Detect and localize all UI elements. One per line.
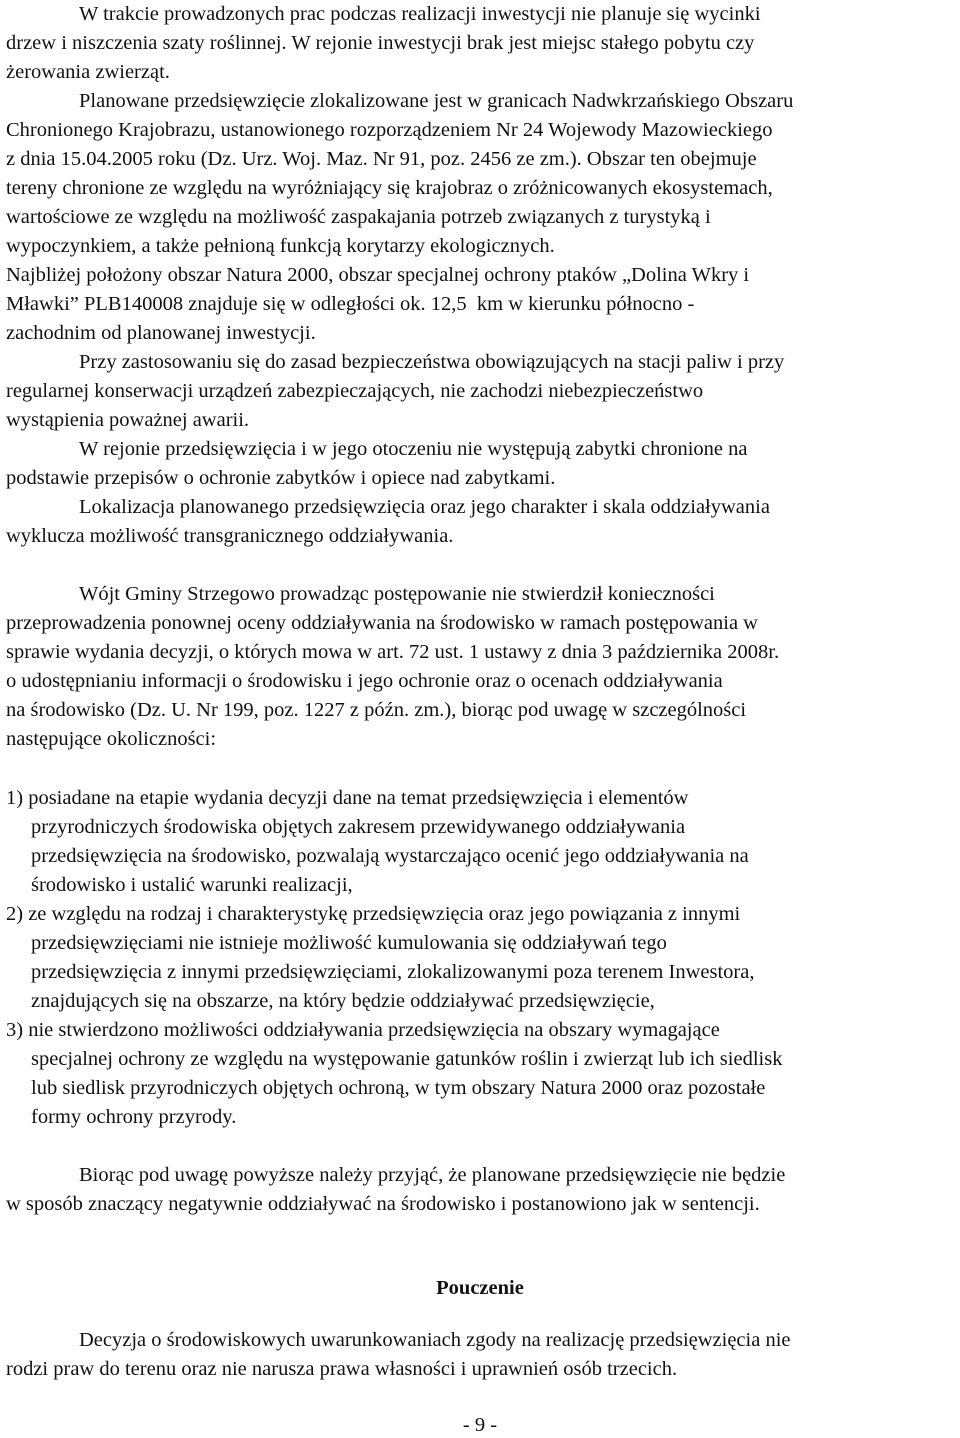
- text-line: rodzi praw do terenu oraz nie narusza prawa własności i uprawnień osób trzecich.: [6, 1358, 678, 1380]
- text-line: sprawie wydania decyzji, o których mowa w art. 72 ust. 1 ustawy z dnia 3 października 2008r.: [6, 641, 780, 663]
- text-line: w sposób znaczący negatywnie oddziaływać na środowisko i postanowiono jak w sentencji.: [6, 1193, 760, 1215]
- text-line: przedsięwzięcia z innymi przedsięwzięciami, zlokalizowanymi poza terenem Inwestora,: [31, 961, 755, 983]
- text-line: przedsięwzięciami nie istnieje możliwość kumulowania się oddziaływań tego: [31, 932, 667, 954]
- text-line: lub siedlisk przyrodniczych objętych ochroną, w tym obszary Natura 2000 oraz pozostałe: [31, 1077, 766, 1099]
- text-line: środowisko i ustalić warunki realizacji,: [31, 874, 353, 896]
- text-line: wystąpienia poważnej awarii.: [6, 409, 250, 431]
- page-number: - 9 -: [462, 1414, 498, 1436]
- text-line: formy ochrony przyrody.: [31, 1106, 237, 1128]
- text-line: 2) ze względu na rodzaj i charakterystykę przedsięwzięcia oraz jego powiązania z innymi: [6, 903, 741, 925]
- section-heading: Pouczenie: [436, 1277, 524, 1299]
- text-line: wyklucza możliwość transgranicznego oddziaływania.: [6, 525, 454, 547]
- text-line: W trakcie prowadzonych prac podczas realizacji inwestycji nie planuje się wycinki: [79, 3, 761, 25]
- text-line: z dnia 15.04.2005 roku (Dz. Urz. Woj. Maz. Nr 91, poz. 2456 ze zm.). Obszar ten obejmuje: [6, 148, 757, 170]
- text-line: Mławki” PLB140008 znajduje się w odległości ok. 12,5 km w kierunku północno -: [6, 293, 695, 315]
- text-line: zachodnim od planowanej inwestycji.: [6, 322, 316, 344]
- text-line: Przy zastosowaniu się do zasad bezpieczeństwa obowiązujących na stacji paliw i przy: [79, 351, 785, 373]
- text-line: Najbliżej położony obszar Natura 2000, obszar specjalnej ochrony ptaków „Dolina Wkry i: [6, 264, 750, 286]
- text-line: przyrodniczych środowiska objętych zakresem przewidywanego oddziaływania: [31, 816, 686, 838]
- text-line: regularnej konserwacji urządzeń zabezpieczających, nie zachodzi niebezpieczeństwo: [6, 380, 704, 402]
- text-line: przeprowadzenia ponownej oceny oddziaływania na środowisko w ramach postępowania w: [6, 612, 758, 634]
- text-line: wartościowe ze względu na możliwość zaspakajania potrzeb związanych z turystyką i: [6, 206, 711, 228]
- text-line: Chronionego Krajobrazu, ustanowionego rozporządzeniem Nr 24 Wojewody Mazowieckiego: [6, 119, 773, 141]
- text-line: Planowane przedsięwzięcie zlokalizowane jest w granicach Nadwkrzańskiego Obszaru: [79, 90, 794, 112]
- text-line: wypoczynkiem, a także pełnioną funkcją korytarzy ekologicznych.: [6, 235, 555, 257]
- text-line: specjalnej ochrony ze względu na występowanie gatunków roślin i zwierząt lub ich siedlisk: [31, 1048, 783, 1070]
- text-line: podstawie przepisów o ochronie zabytków i opiece nad zabytkami.: [6, 467, 556, 489]
- text-line: Decyzja o środowiskowych uwarunkowaniach zgody na realizację przedsięwzięcia nie: [79, 1329, 791, 1351]
- text-line: żerowania zwierząt.: [6, 61, 170, 83]
- text-line: Biorąc pod uwagę powyższe należy przyjąć, że planowane przedsięwzięcie nie będzie: [79, 1164, 786, 1186]
- text-line: W rejonie przedsięwzięcia i w jego otoczeniu nie występują zabytki chronione na: [79, 438, 748, 460]
- text-line: Lokalizacja planowanego przedsięwzięcia oraz jego charakter i skala oddziaływania: [79, 496, 770, 518]
- text-line: Wójt Gminy Strzegowo prowadząc postępowanie nie stwierdził konieczności: [79, 583, 715, 605]
- text-line: na środowisko (Dz. U. Nr 199, poz. 1227 z późn. zm.), biorąc pod uwagę w szczególności: [6, 699, 747, 721]
- text-line: znajdujących się na obszarze, na który będzie oddziaływać przedsięwzięcie,: [31, 990, 655, 1012]
- text-line: drzew i niszczenia szaty roślinnej. W rejonie inwestycji brak jest miejsc stałego pobytu czy: [6, 32, 755, 54]
- text-line: 3) nie stwierdzono możliwości oddziaływania przedsięwzięcia na obszary wymagające: [6, 1019, 720, 1041]
- text-line: o udostępnianiu informacji o środowisku i jego ochronie oraz o ocenach oddziaływania: [6, 670, 723, 692]
- text-line: tereny chronione ze względu na wyróżniający się krajobraz o zróżnicowanych ekosystemach,: [6, 177, 773, 199]
- text-line: następujące okoliczności:: [6, 728, 217, 750]
- text-line: przedsięwzięcia na środowisko, pozwalają wystarczająco ocenić jego oddziaływania na: [31, 845, 749, 867]
- text-line: 1) posiadane na etapie wydania decyzji dane na temat przedsięwzięcia i elementów: [6, 787, 689, 809]
